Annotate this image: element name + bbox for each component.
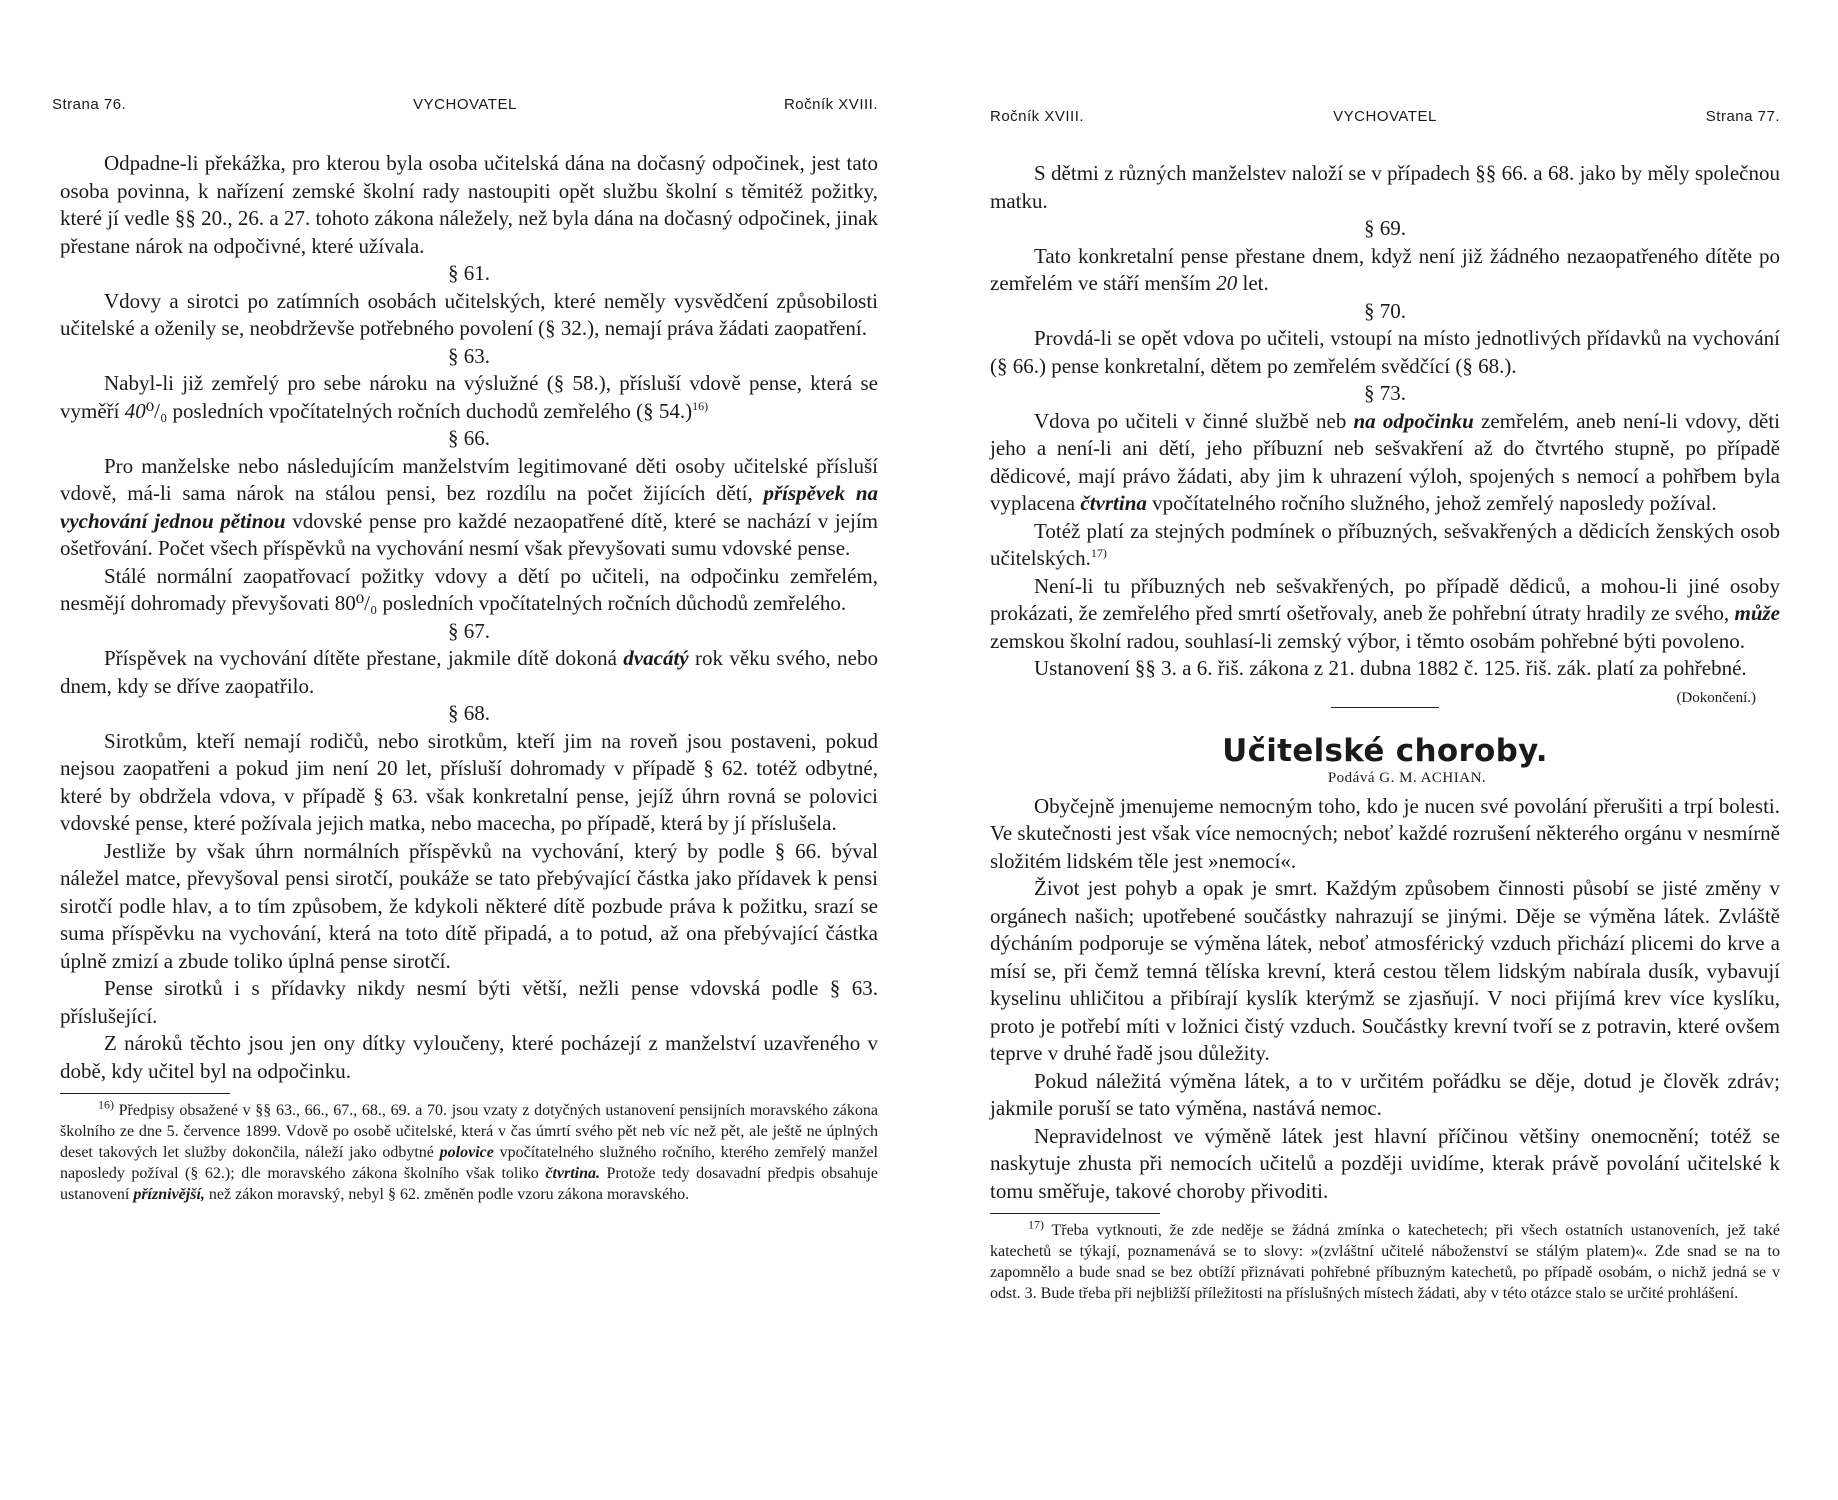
text-run: než zákon moravský, nebyl § 62. změněn podle vzoru zákona moravského. (204, 1186, 690, 1203)
footnote-rule (60, 1093, 230, 1094)
paragraph (990, 573, 1780, 656)
text-run: Nabyl-li již zemřelý pro sebe nároku na výslužné (§ 58.), přísluší vdově pense, která se vyměří (60, 371, 878, 423)
emphasis: dvacátý (623, 646, 689, 670)
paragraph: Z nároků těchto jsou jen ony dítky vyloučeny, které pocházejí z manželství uzavřeného v době, kdy učitel byl na odpočinku. (60, 1031, 878, 1083)
paragraph: Vdovy a sirotci po zatímních osobách učitelských, které neměly vysvědčení způsobilosti učitelské a oženily se, neobdrževše potřebného povolení (§ 32.), nemají práva žádati zaopatření. (60, 288, 878, 340)
paragraph (990, 518, 1780, 573)
footnote-ref: 16) (692, 398, 709, 413)
journal-title: VYCHOVATEL (1333, 108, 1437, 125)
right-body (990, 160, 1780, 1304)
text-run: let. (1237, 271, 1269, 295)
footnote-ref: 16) (98, 1097, 114, 1112)
paragraph: Sirotkům, kteří nemají rodičů, nebo sirotkům, kteří jim na roveň jsou postaveni, pokud nejsou zaopatřeni a pokud jim není 20 let, přísluší dohromady v případě § 62. totéž odbytné, které by obdržela vdova, v případě § 63. však konkretalní pense, jejíž úhrn rovná se polovici vdovské pense, které požívala jejich matka, nebo macecha, po případě, která by jí příslušela. (60, 728, 878, 835)
emphasis: čtvrtina (1080, 491, 1147, 515)
concluded-note: (Dokončení.) (1676, 689, 1756, 706)
emphasis: příspěvek na vychování jednou pětinou (60, 481, 878, 533)
footnote-text (60, 1097, 879, 1205)
section-divider (1331, 707, 1439, 708)
emphasis: čtvrtina. (545, 1165, 601, 1182)
article-body (990, 793, 1780, 1206)
paragraph: Odpadne-li překážka, pro kterou byla osoba učitelská dána na dočasný odpočinek, jest tato osoba povinna, k nařízení zemské školní rady nastoupiti opět službu školní s těmitéž požitky, které jí vedle §§ 20., 26. a 27. tohoto zákona náležely, než byla dána na dočasný odpočinek, jinak přestane nárok na odpočivné, které užívala. (60, 151, 878, 258)
text-run: zemskou školní radou, souhlasí-li zemský výbor, i těmto osobám pohřebné býti povoleno. (990, 628, 1746, 653)
emphasis: může (1734, 601, 1780, 625)
paragraph (60, 370, 878, 425)
text-run: Není-li tu příbuzných neb sešvakřených, po případě dědiců, a mohou-li jiné osoby prokázati, že zemřelého před smrtí ošetřovaly, aneb že pohřební útraty hradily ze svého, (990, 573, 1780, 625)
text-run: vdovské pense pro každé nezaopatřené dítě, které se nachází v jejím ošetřování. Počet všech příspěvků na vychování nesmí však převyšovati sumu vdovské pense. (60, 508, 878, 560)
text-run: vpočítatelného ročního služného, jehož zemřelý naposledy požíval. (1146, 491, 1717, 515)
section-heading: § 67. (448, 618, 490, 643)
journal-title: VYCHOVATEL (413, 96, 517, 113)
text-run: rok věku svého, nebo dnem, kdy se dříve zaopatřilo. (60, 646, 878, 698)
paragraph: Obyčejně jmenujeme nemocným toho, kdo je nucen své povolání přerušiti a trpí bolesti. Ve skutečnosti jest však více nemocných; neboť každé rozrušení některého orgánu v nesmírně složitém lidském těle jest »nemocí«. (990, 793, 1781, 873)
paragraph: Život jest pohyb a opak je smrt. Každým způsobem činnosti působí se jisté změny v orgánech našich; upotřebené součástky nahrazují se jinými. Děje se výměna látek. Zvláště dýcháním podporuje se výměna látek, neboť atmosférický vzduch přichází plicemi do krve a mísí se, při čemž temná tělíska krevní, která cestou tělem lidským nabírala dusík, vybavují kyselinu uhličitou a přibírají kyslík kterýmž se zjasňují. V noci přijímá krev více kyslíku, proto je potřebí míti v ložnici čistý vzduch. Součástky krevní tvoří se z potravin, které ovšem teprve v druhé řadě jsou důležity. (990, 876, 1780, 1065)
footnote-rule (990, 1213, 1160, 1214)
emphasis: polovice (439, 1144, 494, 1161)
footnote-16 (60, 1097, 879, 1205)
left-body (60, 150, 878, 1205)
text-run: Protože tedy dosavadní předpis obsahuje ustanovení (60, 1165, 879, 1203)
text-run: Totéž platí za stejných podmínek o příbuzných, sešvakřených a dědicích ženských osob učitelských. (990, 518, 1780, 570)
paragraph (60, 645, 878, 700)
left-blocks (60, 150, 878, 1085)
section-heading: § 68. (448, 701, 490, 725)
text-run: Tato konkretalní pense přestane dnem, když není již žádného nezaopatřeného dítěte po zemřelém ve stáří menším (990, 243, 1780, 295)
emphasis: příznivější, (133, 1186, 205, 1203)
paragraph: Ustanovení §§ 3. a 6. řiš. zákona z 21. dubna 1882 č. 125. řiš. zák. platí za pohřebné. (Dokončení.) (990, 655, 1780, 683)
emphasis: 20 (1216, 271, 1238, 295)
text-run: Pro manželske nebo následujícím manželstvím legitimované děti osoby učitelské přísluší vdově, má-li sama nárok na stálou pensi, bez rozdílu na počet žijících dětí, (60, 453, 878, 505)
page-number: Strana 77. (1705, 108, 1780, 125)
section-heading: § 66. (448, 426, 490, 450)
section-heading: § 61. (448, 261, 490, 285)
paragraph: Stálé normální zaopatřovací požitky vdovy a dětí po učiteli, na odpočinku zemřelém, nesmějí dohromady převyšovati 80⁰/₀ posledních vpočítatelných ročních důchodů zemřelého. (60, 563, 878, 615)
footnote-ref: 17) (1090, 546, 1107, 560)
paragraph (990, 408, 1780, 518)
emphasis: 40 (124, 398, 146, 423)
emphasis: na odpočinku (1353, 408, 1474, 433)
text-run: vpočítatelného služného ročního, kterého zemřelý manžel naposledy požíval (§ 62.); dle moravského zákona školního však toliko (60, 1144, 879, 1182)
paragraph: Jestliže by však úhrn normálních příspěvků na vychování, který by podle § 66. býval náležel matce, převyšoval pensi sirotčí, poukáže se tato přebývající částka jako přídavek k pensi sirotčí podle hlav, a to tím způsobem, že kdykoli některé dítě pozbude práva k požitku, srazí se suma příspěvku na vychování, která na toto dítě připadá, a to potud, až ona přebývající částka úplně zmizí a zbude toliko úplná pense sirotčí. (60, 838, 878, 973)
text-run: Příspěvek na vychování dítěte přestane, jakmile dítě dokoná (104, 646, 624, 670)
right-blocks (990, 160, 1780, 706)
section-heading: § 70. (1364, 298, 1406, 323)
paragraph: Provdá-li se opět vdova po učiteli, vstoupí na místo jednotlivých přídavků na vychování (§ 66.) pense konkretalní, dětem po zemřelém svědčící (§ 68.). (990, 326, 1780, 378)
text-run: Předpisy obsažené v §§ 63., 66., 67., 68., 69. a 70. jsou vzaty z dotyčných ustanovení pensijních moravského zákona školního ze dne 5. července 1899. Vdově po osobě učitelské, která v čas úmrtí svého pět neb víc než pět, ale ještě ne úplných deset takových let služby dokončila, náleží jako odbytné (60, 1102, 878, 1161)
section-heading: § 69. (1364, 216, 1406, 240)
paragraph: Pense sirotků i s přídavky nikdy nesmí býti větší, nežli pense vdovská podle § 63. příslušející. (60, 976, 878, 1028)
text-run: Třeba vytknouti, že zde neděje se žádná zmínka o katechetech; při všech ostatních ustanoveních, jež také katechetů se týkají, poznamenává se to slovy: »(zvláštní učitelé náboženství se stálým platem)«. Zde snad se na to zapomnělo a bude snad se bez obtíží přiznávati pohřebné příbuzným katechetů, po případě osobám, o nichž jedná se v odst. 3. Bude třeba při nejbližší příležitosti na příslušných místech žádati, aby v této otázce stalo se určité prohlášení. (990, 1222, 1780, 1302)
volume-label: Ročník XVIII. (783, 96, 878, 113)
section-heading: § 73. (1364, 381, 1406, 405)
footnote-ref: 17) (1028, 1217, 1044, 1232)
article-author: Podává G. M. ACHIAN. (1327, 770, 1487, 786)
footnote-17 (990, 1217, 1780, 1304)
section-heading: § 63. (448, 343, 490, 368)
text-run: ⁰/₀ posledních vpočítatelných ročních duchodů zemřelého (§ 54.) (145, 398, 693, 423)
page-number: Strana 76. (52, 96, 127, 113)
text-run: zemřelém, aneb není-li vdovy, děti jeho a není-li ani dětí, jeho příbuzní neb sešvakření až do čtvrtého stupně, po případě dědicové, mají právo žádati, aby jim k uhrazení výloh, spojených s nemocí a pohřbem byla vyplacena (990, 408, 1780, 515)
paragraph: Pokud náležitá výměna látek, a to v určitém pořádku se děje, dotud je člověk zdráv; jakmile poruší se tato výměna, nastává nemoc. (990, 1068, 1780, 1120)
article-title: Učitelské choroby. (1222, 732, 1548, 769)
footnote-text (990, 1217, 1780, 1304)
paragraph: S dětmi z různých manželstev naloží se v případech §§ 66. a 68. jako by měly společnou matku. (990, 161, 1780, 213)
volume-label: Ročník XVIII. (990, 108, 1085, 125)
paragraph: Nepravidelnost ve výměně látek jest hlavní příčinou většiny onemocnění; totéž se naskytuje zhusta při nemocích učitelů a později uvidíme, kterak právě povolání učitelské k tomu směřuje, takové choroby přivoditi. (990, 1123, 1780, 1203)
paragraph (60, 453, 878, 563)
paragraph (990, 243, 1780, 298)
text-run: Vdova po učiteli v činné službě neb (1034, 408, 1354, 433)
